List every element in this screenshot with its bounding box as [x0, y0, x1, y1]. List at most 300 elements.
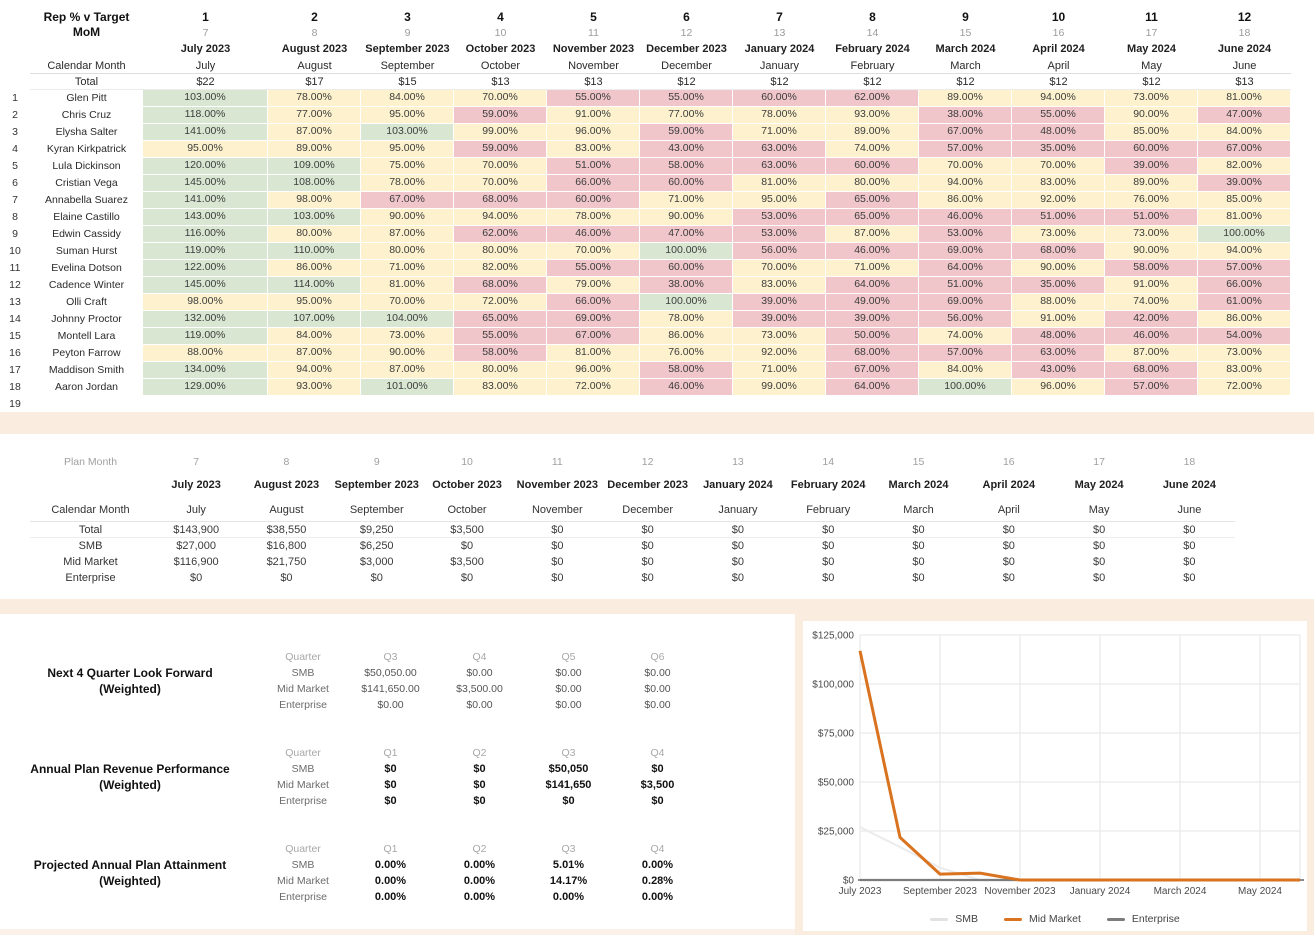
rep-value-cell[interactable]: 80.00%	[361, 243, 454, 260]
quarter-value-cell[interactable]: $0.00	[555, 699, 582, 711]
rep-value-cell[interactable]: 90.00%	[361, 209, 454, 226]
rep-value-cell[interactable]: 70.00%	[454, 175, 547, 192]
rep-value-cell[interactable]: 86.00%	[1198, 311, 1291, 328]
rep-value-cell[interactable]: 91.00%	[1105, 277, 1198, 294]
rep-value-cell[interactable]: 70.00%	[454, 158, 547, 175]
plan-value-cell[interactable]: $0	[873, 522, 963, 538]
plan-value-cell[interactable]: $0	[1002, 572, 1015, 584]
rep-value-cell[interactable]: 83.00%	[1012, 175, 1105, 192]
rep-value-cell[interactable]: 81.00%	[361, 277, 454, 294]
rep-value-cell[interactable]: 80.00%	[268, 226, 361, 243]
plan-value-cell[interactable]: $6,250	[359, 540, 394, 552]
legend-item[interactable]	[1004, 913, 1081, 925]
plan-value-cell[interactable]: $21,750	[266, 556, 307, 568]
rep-value-cell[interactable]: 70.00%	[454, 90, 547, 107]
plan-value-cell[interactable]: $27,000	[176, 540, 217, 552]
rep-value-cell[interactable]: 68.00%	[454, 277, 547, 294]
rep-value-cell[interactable]: 77.00%	[268, 107, 361, 124]
plan-value-cell[interactable]: $0	[602, 522, 692, 538]
rep-value-cell[interactable]: 116.00%	[143, 226, 268, 243]
rep-value-cell[interactable]: 35.00%	[1012, 277, 1105, 294]
rep-value-cell[interactable]: 42.00%	[1105, 311, 1198, 328]
rep-value-cell[interactable]: 62.00%	[454, 226, 547, 243]
rep-value-cell[interactable]: 78.00%	[268, 90, 361, 107]
rep-value-cell[interactable]: 67.00%	[919, 124, 1012, 141]
rep-row-number[interactable]: 11	[9, 262, 21, 274]
rep-value-cell[interactable]: 94.00%	[919, 175, 1012, 192]
rep-value-cell[interactable]: 57.00%	[919, 345, 1012, 362]
rep-value-cell[interactable]: 78.00%	[361, 175, 454, 192]
rep-value-cell[interactable]: 43.00%	[640, 141, 733, 158]
plan-value-cell[interactable]: $0	[822, 556, 835, 568]
rep-value-cell[interactable]: 141.00%	[143, 124, 268, 141]
legend-item[interactable]	[930, 913, 978, 925]
rep-value-cell[interactable]: 119.00%	[143, 243, 268, 260]
rep-value-cell[interactable]: 93.00%	[268, 379, 361, 396]
rep-value-cell[interactable]: 100.00%	[640, 294, 733, 311]
rep-value-cell[interactable]: 69.00%	[919, 243, 1012, 260]
rep-value-cell[interactable]: 71.00%	[733, 124, 826, 141]
rep-name-cell[interactable]: Elaine Castillo	[53, 211, 120, 223]
rep-value-cell[interactable]: 51.00%	[919, 277, 1012, 294]
rep-value-cell[interactable]: 87.00%	[826, 226, 919, 243]
quarter-value-cell[interactable]: $3,500.00	[456, 683, 503, 695]
rep-value-cell[interactable]: 100.00%	[1198, 226, 1291, 243]
rep-value-cell[interactable]: 35.00%	[1012, 141, 1105, 158]
plan-value-cell[interactable]: $0	[641, 572, 654, 584]
rep-value-cell[interactable]: 57.00%	[1105, 379, 1198, 396]
rep-value-cell[interactable]: 78.00%	[640, 311, 733, 328]
rep-value-cell[interactable]: 72.00%	[454, 294, 547, 311]
quarter-value-cell[interactable]: 0.28%	[641, 875, 674, 887]
plan-value-cell[interactable]: $0	[1002, 556, 1015, 568]
rep-value-cell[interactable]: 92.00%	[1012, 192, 1105, 209]
rep-col-total[interactable]: $17	[268, 74, 361, 90]
quarter-value-cell[interactable]: $0.00	[466, 667, 493, 679]
rep-value-cell[interactable]: 86.00%	[640, 328, 733, 345]
rep-value-cell[interactable]: 81.00%	[547, 345, 640, 362]
rep-value-cell[interactable]: 104.00%	[361, 311, 454, 328]
rep-value-cell[interactable]: 73.00%	[1105, 90, 1198, 107]
rep-value-cell[interactable]: 87.00%	[268, 124, 361, 141]
rep-value-cell[interactable]: 60.00%	[826, 158, 919, 175]
plan-value-cell[interactable]: $0	[551, 572, 564, 584]
rep-value-cell[interactable]: 70.00%	[733, 260, 826, 277]
plan-value-cell[interactable]: $0	[460, 572, 474, 584]
rep-value-cell[interactable]: 46.00%	[1105, 328, 1198, 345]
quarter-value-cell[interactable]: $50,050.00	[364, 667, 417, 679]
rep-value-cell[interactable]: 60.00%	[640, 175, 733, 192]
rep-value-cell[interactable]: 96.00%	[547, 124, 640, 141]
rep-value-cell[interactable]: 99.00%	[733, 379, 826, 396]
rep-value-cell[interactable]: 67.00%	[1198, 141, 1291, 158]
rep-value-cell[interactable]: 68.00%	[1105, 362, 1198, 379]
rep-row-number[interactable]: 18	[9, 381, 21, 393]
rep-value-cell[interactable]: 68.00%	[1012, 243, 1105, 260]
quarter-value-cell[interactable]: 0.00%	[463, 891, 496, 903]
rep-value-cell[interactable]: 72.00%	[1198, 379, 1291, 396]
plan-value-cell[interactable]: $0	[370, 572, 383, 584]
rep-col-total[interactable]: $12	[640, 74, 733, 90]
rep-value-cell[interactable]: 76.00%	[640, 345, 733, 362]
rep-value-cell[interactable]: 73.00%	[361, 328, 454, 345]
rep-value-cell[interactable]: 84.00%	[1198, 124, 1291, 141]
rep-value-cell[interactable]: 90.00%	[640, 209, 733, 226]
quarter-value-cell[interactable]: $0.00	[644, 667, 671, 679]
rep-value-cell[interactable]: 91.00%	[547, 107, 640, 124]
plan-value-cell[interactable]: $0	[731, 540, 745, 552]
rep-value-cell[interactable]: 122.00%	[143, 260, 268, 277]
rep-col-total[interactable]: $12	[826, 74, 919, 90]
rep-row-number[interactable]: 1	[12, 92, 18, 104]
rep-value-cell[interactable]: 143.00%	[143, 209, 268, 226]
rep-col-total[interactable]: $12	[1105, 74, 1198, 90]
plan-value-cell[interactable]: $0	[783, 522, 873, 538]
rep-value-cell[interactable]: 71.00%	[361, 260, 454, 277]
rep-value-cell[interactable]: 96.00%	[547, 362, 640, 379]
quarter-value-cell[interactable]: $0.00	[466, 699, 493, 711]
quarter-value-cell[interactable]: 0.00%	[374, 891, 407, 903]
rep-col-total[interactable]: $13	[454, 74, 547, 90]
rep-value-cell[interactable]: 71.00%	[733, 362, 826, 379]
plan-value-cell[interactable]: $0	[641, 556, 654, 568]
rep-value-cell[interactable]: 51.00%	[1105, 209, 1198, 226]
legend-item[interactable]	[1107, 913, 1180, 925]
rep-value-cell[interactable]: 47.00%	[640, 226, 733, 243]
rep-value-cell[interactable]: 71.00%	[640, 192, 733, 209]
rep-value-cell[interactable]: 81.00%	[733, 175, 826, 192]
plan-value-cell[interactable]: $0	[1002, 540, 1015, 552]
rep-value-cell[interactable]: 95.00%	[268, 294, 361, 311]
plan-value-cell[interactable]: $0	[641, 540, 654, 552]
rep-value-cell[interactable]: 134.00%	[143, 362, 268, 379]
plan-value-cell[interactable]: $0	[512, 522, 602, 538]
rep-value-cell[interactable]: 86.00%	[268, 260, 361, 277]
rep-value-cell[interactable]: 73.00%	[1198, 345, 1291, 362]
rep-value-cell[interactable]: 58.00%	[454, 345, 547, 362]
rep-name-cell[interactable]: Evelina Dotson	[51, 262, 122, 274]
rep-value-cell[interactable]: 66.00%	[547, 294, 640, 311]
rep-value-cell[interactable]: 95.00%	[361, 107, 454, 124]
rep-value-cell[interactable]: 66.00%	[547, 175, 640, 192]
rep-row-number[interactable]: 7	[12, 194, 18, 206]
rep-value-cell[interactable]: 71.00%	[826, 260, 919, 277]
plan-value-cell[interactable]: $0	[912, 556, 925, 568]
rep-value-cell[interactable]: 73.00%	[1012, 226, 1105, 243]
rep-value-cell[interactable]: 69.00%	[919, 294, 1012, 311]
rep-row-number[interactable]: 15	[9, 330, 21, 342]
rep-value-cell[interactable]: 70.00%	[361, 294, 454, 311]
rep-value-cell[interactable]: 145.00%	[143, 277, 268, 294]
rep-value-cell[interactable]: 63.00%	[733, 158, 826, 175]
rep-value-cell[interactable]: 50.00%	[826, 328, 919, 345]
rep-value-cell[interactable]: 93.00%	[826, 107, 919, 124]
rep-name-cell[interactable]: Edwin Cassidy	[52, 228, 121, 240]
rep-value-cell[interactable]: 84.00%	[361, 90, 454, 107]
rep-value-cell[interactable]: 85.00%	[1105, 124, 1198, 141]
quarter-value-cell[interactable]: $0	[473, 795, 486, 807]
rep-value-cell[interactable]: 55.00%	[454, 328, 547, 345]
rep-value-cell[interactable]: 61.00%	[1198, 294, 1291, 311]
rep-col-total[interactable]: $15	[361, 74, 454, 90]
rep-value-cell[interactable]: 58.00%	[640, 362, 733, 379]
rep-value-cell[interactable]: 53.00%	[733, 209, 826, 226]
rep-value-cell[interactable]: 46.00%	[547, 226, 640, 243]
rep-value-cell[interactable]: 120.00%	[143, 158, 268, 175]
quarter-value-cell[interactable]: 0.00%	[374, 859, 407, 871]
rep-row-number[interactable]: 13	[9, 296, 21, 308]
quarter-value-cell[interactable]: $0	[473, 779, 486, 791]
rep-value-cell[interactable]: 88.00%	[143, 345, 268, 362]
rep-value-cell[interactable]: 51.00%	[547, 158, 640, 175]
plan-value-cell[interactable]: $0	[1183, 540, 1196, 552]
rep-row-number[interactable]: 6	[12, 177, 18, 189]
rep-row-number[interactable]: 3	[12, 126, 18, 138]
quarter-value-cell[interactable]: $0.00	[555, 667, 582, 679]
rep-value-cell[interactable]: 39.00%	[733, 311, 826, 328]
plan-value-cell[interactable]: $0	[1144, 522, 1234, 538]
rep-row-number[interactable]: 17	[9, 364, 21, 376]
rep-value-cell[interactable]: 82.00%	[454, 260, 547, 277]
rep-value-cell[interactable]: 98.00%	[143, 294, 268, 311]
rep-value-cell[interactable]: 81.00%	[1198, 90, 1291, 107]
rep-name-cell[interactable]: Cristian Vega	[55, 177, 118, 189]
rep-value-cell[interactable]: 89.00%	[268, 141, 361, 158]
quarter-value-cell[interactable]: 14.17%	[549, 875, 588, 887]
rep-value-cell[interactable]: 87.00%	[361, 226, 454, 243]
rep-row-number[interactable]: 5	[12, 160, 18, 172]
rep-row-number[interactable]: 19	[9, 398, 21, 410]
rep-row-number[interactable]: 10	[9, 245, 21, 257]
rep-row-number[interactable]: 4	[12, 143, 18, 155]
rep-value-cell[interactable]: 64.00%	[826, 379, 919, 396]
rep-value-cell[interactable]: 53.00%	[919, 226, 1012, 243]
rep-col-total[interactable]: $13	[1198, 74, 1291, 90]
rep-value-cell[interactable]: 73.00%	[733, 328, 826, 345]
rep-value-cell[interactable]: 108.00%	[268, 175, 361, 192]
rep-value-cell[interactable]: 70.00%	[919, 158, 1012, 175]
rep-value-cell[interactable]: 67.00%	[547, 328, 640, 345]
rep-value-cell[interactable]: 100.00%	[919, 379, 1012, 396]
rep-value-cell[interactable]: 38.00%	[919, 107, 1012, 124]
quarter-value-cell[interactable]: $0	[473, 763, 486, 775]
rep-value-cell[interactable]: 47.00%	[1198, 107, 1291, 124]
rep-value-cell[interactable]: 75.00%	[361, 158, 454, 175]
rep-value-cell[interactable]: 39.00%	[733, 294, 826, 311]
rep-value-cell[interactable]: 69.00%	[547, 311, 640, 328]
rep-value-cell[interactable]: 95.00%	[143, 141, 268, 158]
rep-value-cell[interactable]: 48.00%	[1012, 328, 1105, 345]
quarter-value-cell[interactable]: $0.00	[377, 699, 404, 711]
rep-value-cell[interactable]: 60.00%	[547, 192, 640, 209]
rep-value-cell[interactable]: 103.00%	[361, 124, 454, 141]
rep-value-cell[interactable]: 68.00%	[454, 192, 547, 209]
rep-value-cell[interactable]: 60.00%	[1105, 141, 1198, 158]
rep-value-cell[interactable]: 84.00%	[268, 328, 361, 345]
rep-value-cell[interactable]: 83.00%	[454, 379, 547, 396]
plan-value-cell[interactable]: $0	[551, 556, 564, 568]
rep-value-cell[interactable]: 87.00%	[1105, 345, 1198, 362]
rep-value-cell[interactable]: 51.00%	[1012, 209, 1105, 226]
rep-value-cell[interactable]: 55.00%	[547, 90, 640, 107]
rep-value-cell[interactable]: 57.00%	[919, 141, 1012, 158]
rep-value-cell[interactable]: 59.00%	[640, 124, 733, 141]
rep-row-number[interactable]: 9	[12, 228, 18, 240]
plan-value-cell[interactable]: $0	[1183, 556, 1196, 568]
rep-row-number[interactable]: 2	[12, 109, 18, 121]
rep-value-cell[interactable]: 88.00%	[1012, 294, 1105, 311]
rep-value-cell[interactable]: 73.00%	[1105, 226, 1198, 243]
quarter-value-cell[interactable]: $0.00	[644, 699, 671, 711]
rep-value-cell[interactable]: 94.00%	[268, 362, 361, 379]
rep-value-cell[interactable]: 66.00%	[1198, 277, 1291, 294]
rep-name-cell[interactable]: Johnny Proctor	[51, 313, 122, 325]
plan-value-cell[interactable]: $0	[1092, 572, 1106, 584]
rep-value-cell[interactable]: 67.00%	[826, 362, 919, 379]
rep-value-cell[interactable]: 91.00%	[1012, 311, 1105, 328]
rep-name-cell[interactable]: Elysha Salter	[55, 126, 118, 138]
rep-row-number[interactable]: 16	[9, 347, 21, 359]
quarter-value-cell[interactable]: 5.01%	[552, 859, 585, 871]
rep-value-cell[interactable]: 60.00%	[733, 90, 826, 107]
rep-value-cell[interactable]: 87.00%	[268, 345, 361, 362]
rep-value-cell[interactable]: 62.00%	[826, 90, 919, 107]
plan-value-cell[interactable]: $0	[1092, 556, 1106, 568]
rep-value-cell[interactable]: 107.00%	[268, 311, 361, 328]
rep-value-cell[interactable]: 89.00%	[826, 124, 919, 141]
plan-value-cell[interactable]: $0	[731, 572, 745, 584]
rep-value-cell[interactable]: 85.00%	[1198, 192, 1291, 209]
rep-value-cell[interactable]: 39.00%	[1105, 158, 1198, 175]
rep-value-cell[interactable]: 114.00%	[268, 277, 361, 294]
rep-value-cell[interactable]: 109.00%	[268, 158, 361, 175]
rep-value-cell[interactable]: 95.00%	[733, 192, 826, 209]
plan-value-cell[interactable]: $0	[822, 572, 835, 584]
quarter-value-cell[interactable]: $0	[384, 779, 397, 791]
rep-value-cell[interactable]: 67.00%	[361, 192, 454, 209]
rep-value-cell[interactable]: 98.00%	[268, 192, 361, 209]
rep-value-cell[interactable]: 48.00%	[1012, 124, 1105, 141]
rep-value-cell[interactable]: 96.00%	[1012, 379, 1105, 396]
rep-value-cell[interactable]: 99.00%	[454, 124, 547, 141]
rep-value-cell[interactable]: 94.00%	[454, 209, 547, 226]
quarter-value-cell[interactable]: $50,050	[548, 763, 589, 775]
rep-value-cell[interactable]: 46.00%	[640, 379, 733, 396]
rep-value-cell[interactable]: 39.00%	[1198, 175, 1291, 192]
quarter-value-cell[interactable]: 0.00%	[552, 891, 585, 903]
rep-value-cell[interactable]: 63.00%	[733, 141, 826, 158]
quarter-value-cell[interactable]: $0	[651, 795, 664, 807]
rep-value-cell[interactable]: 82.00%	[1198, 158, 1291, 175]
rep-row-number[interactable]: 8	[12, 211, 18, 223]
rep-value-cell[interactable]: 79.00%	[547, 277, 640, 294]
rep-value-cell[interactable]: 49.00%	[826, 294, 919, 311]
rep-name-cell[interactable]: Maddison Smith	[48, 364, 125, 376]
quarter-value-cell[interactable]: 0.00%	[641, 859, 674, 871]
rep-name-cell[interactable]: Glen Pitt	[66, 92, 107, 104]
rep-value-cell[interactable]: 80.00%	[826, 175, 919, 192]
rep-value-cell[interactable]: 90.00%	[361, 345, 454, 362]
rep-value-cell[interactable]: 94.00%	[1198, 243, 1291, 260]
plan-value-cell[interactable]: $16,800	[266, 540, 307, 552]
rep-value-cell[interactable]: 89.00%	[1105, 175, 1198, 192]
plan-value-cell[interactable]: $0	[693, 522, 783, 538]
rep-value-cell[interactable]: 103.00%	[268, 209, 361, 226]
plan-value-cell[interactable]: $0	[551, 540, 564, 552]
rep-value-cell[interactable]: 64.00%	[919, 260, 1012, 277]
quarter-value-cell[interactable]: $141,650.00	[361, 683, 420, 695]
rep-name-cell[interactable]: Montell Lara	[57, 330, 116, 342]
rep-name-cell[interactable]: Chris Cruz	[61, 109, 112, 121]
rep-value-cell[interactable]: 118.00%	[143, 107, 268, 124]
plan-value-cell[interactable]: $3,500	[422, 522, 512, 538]
rep-value-cell[interactable]: 94.00%	[1012, 90, 1105, 107]
quarter-value-cell[interactable]: 0.00%	[463, 875, 496, 887]
plan-value-cell[interactable]: $3,500	[450, 556, 484, 568]
rep-value-cell[interactable]: 58.00%	[1105, 260, 1198, 277]
plan-value-cell[interactable]: $38,550	[241, 522, 331, 538]
rep-name-cell[interactable]: Kyran Kirkpatrick	[46, 143, 127, 155]
quarter-value-cell[interactable]: $0	[384, 795, 397, 807]
quarter-value-cell[interactable]: $0.00	[555, 683, 582, 695]
rep-value-cell[interactable]: 80.00%	[454, 243, 547, 260]
rep-col-total[interactable]: $12	[1012, 74, 1105, 90]
plan-value-cell[interactable]: $0	[1092, 540, 1106, 552]
rep-row-number[interactable]: 12	[9, 279, 21, 291]
plan-value-cell[interactable]: $0	[190, 572, 203, 584]
rep-value-cell[interactable]: 72.00%	[547, 379, 640, 396]
rep-value-cell[interactable]: 80.00%	[454, 362, 547, 379]
plan-value-cell[interactable]: $0	[964, 522, 1054, 538]
plan-value-cell[interactable]: $9,250	[332, 522, 422, 538]
rep-value-cell[interactable]: 95.00%	[361, 141, 454, 158]
rep-name-cell[interactable]: Annabella Suarez	[45, 194, 128, 206]
rep-value-cell[interactable]: 56.00%	[919, 311, 1012, 328]
rep-value-cell[interactable]: 54.00%	[1198, 328, 1291, 345]
rep-value-cell[interactable]: 132.00%	[143, 311, 268, 328]
rep-value-cell[interactable]: 90.00%	[1012, 260, 1105, 277]
rep-value-cell[interactable]: 90.00%	[1105, 243, 1198, 260]
rep-value-cell[interactable]: 100.00%	[640, 243, 733, 260]
rep-value-cell[interactable]: 101.00%	[361, 379, 454, 396]
plan-value-cell[interactable]: $0	[912, 540, 925, 552]
rep-value-cell[interactable]: 103.00%	[143, 90, 268, 107]
rep-value-cell[interactable]: 59.00%	[454, 107, 547, 124]
rep-col-total[interactable]: $12	[919, 74, 1012, 90]
plan-value-cell[interactable]: $0	[1183, 572, 1196, 584]
plan-value-cell[interactable]: $116,900	[173, 556, 219, 568]
rep-value-cell[interactable]: 141.00%	[143, 192, 268, 209]
rep-value-cell[interactable]: 55.00%	[640, 90, 733, 107]
plan-value-cell[interactable]: $0	[822, 540, 835, 552]
rep-value-cell[interactable]: 74.00%	[1105, 294, 1198, 311]
rep-value-cell[interactable]: 83.00%	[733, 277, 826, 294]
rep-value-cell[interactable]: 63.00%	[1012, 345, 1105, 362]
quarter-value-cell[interactable]: $0.00	[644, 683, 671, 695]
rep-value-cell[interactable]: 68.00%	[826, 345, 919, 362]
rep-value-cell[interactable]: 119.00%	[143, 328, 268, 345]
rep-name-cell[interactable]: Suman Hurst	[55, 245, 118, 257]
rep-value-cell[interactable]: 83.00%	[547, 141, 640, 158]
rep-value-cell[interactable]: 78.00%	[547, 209, 640, 226]
plan-value-cell[interactable]: $143,900	[151, 522, 241, 538]
rep-value-cell[interactable]: 87.00%	[361, 362, 454, 379]
rep-value-cell[interactable]: 65.00%	[826, 192, 919, 209]
rep-value-cell[interactable]: 145.00%	[143, 175, 268, 192]
quarter-value-cell[interactable]: $0	[562, 795, 575, 807]
rep-value-cell[interactable]: 65.00%	[826, 209, 919, 226]
rep-value-cell[interactable]: 92.00%	[733, 345, 826, 362]
